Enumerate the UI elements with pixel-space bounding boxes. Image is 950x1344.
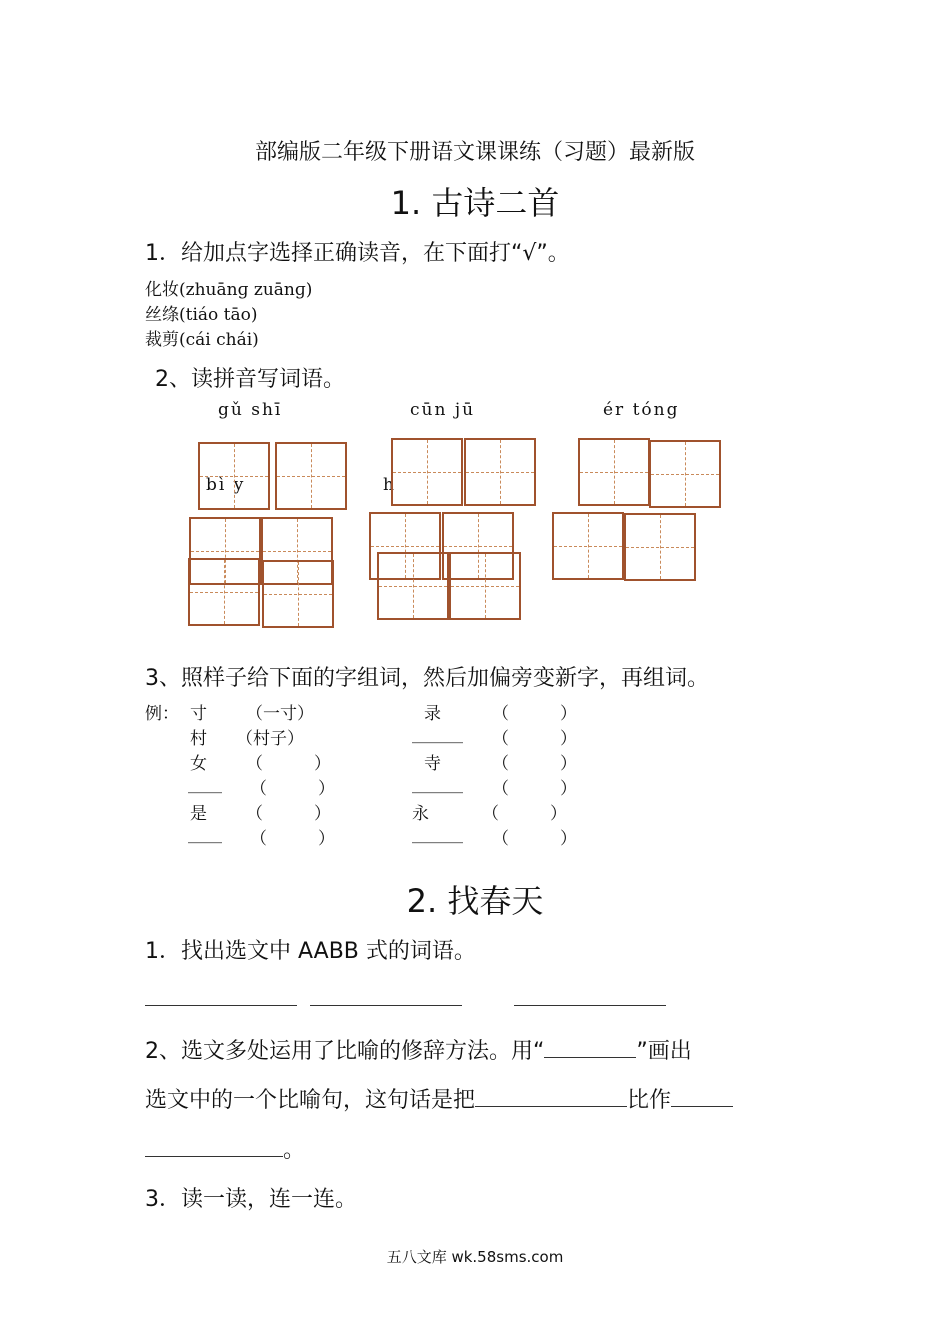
writing-grid-box[interactable]	[198, 442, 270, 510]
q1-item: 丝绦(tiáo tāo)	[145, 305, 258, 325]
q1-item: 裁剪(cái chái)	[145, 330, 259, 350]
q3-row: ____ （ ） ______ （ ）	[188, 824, 577, 849]
answer-blank[interactable]	[145, 1155, 283, 1157]
lesson1-q2-prompt: 2、读拼音写词语。	[155, 367, 345, 392]
pinyin-label: h	[383, 475, 396, 495]
lesson1-q1-prompt: 1．给加点字选择正确读音，在下面打“√”。	[145, 241, 570, 266]
pinyin-label: gǔ shī	[218, 400, 283, 420]
lesson2-q3-prompt: 3．读一读，连一连。	[145, 1187, 357, 1212]
q3-row: 是 （ ） 永 （ ）	[190, 804, 567, 824]
q3-row: 寸 （一寸） 录 （ ）	[190, 704, 577, 724]
document-title: 部编版二年级下册语文课课练（习题）最新版	[254, 140, 695, 165]
lesson2-heading: 2. 找春天	[406, 882, 544, 920]
writing-grid-box[interactable]	[275, 442, 347, 510]
q3-row: 村 （村子） ______ （ ）	[190, 724, 577, 749]
answer-blank[interactable]	[671, 1105, 733, 1107]
writing-grid-box[interactable]	[449, 552, 521, 620]
writing-grid-box[interactable]	[464, 438, 536, 506]
lesson2-q2-line1: 2、选文多处运用了比喻的修辞方法。用“ ”画出	[145, 1039, 692, 1064]
lesson1-q3-prompt: 3、照样子给下面的字组词，然后加偏旁变新字，再组词。	[145, 666, 709, 691]
q3-row: 女 （ ） 寺 （ ）	[190, 754, 577, 774]
footer-watermark: 五八文库 wk.58sms.com	[386, 1248, 564, 1266]
lesson2-q2-line2: 选文中的一个比喻句，这句话是把 比作	[145, 1083, 733, 1114]
answer-line[interactable]	[310, 1005, 462, 1006]
q1-item: 化妆(zhuānɡ zuānɡ)	[145, 280, 313, 300]
writing-grid-box[interactable]	[578, 438, 650, 506]
example-label: 例：	[145, 704, 179, 724]
lesson2-q2-line3: 。	[145, 1133, 305, 1164]
writing-grid-box[interactable]	[188, 558, 260, 626]
answer-blank[interactable]	[544, 1056, 636, 1058]
pinyin-label: ér tóng	[603, 400, 680, 420]
lesson1-heading: 1. 古诗二首	[390, 184, 560, 222]
writing-grid-box[interactable]	[391, 438, 463, 506]
writing-grid-box[interactable]	[552, 512, 624, 580]
writing-grid-box[interactable]	[649, 440, 721, 508]
writing-grid-box[interactable]	[262, 560, 334, 628]
lesson2-q1-prompt: 1．找出选文中 AABB 式的词语。	[145, 939, 476, 964]
writing-grid-box[interactable]	[624, 513, 696, 581]
pinyin-label: cūn jū	[410, 400, 476, 420]
q3-row: ____ （ ） ______ （ ）	[188, 774, 577, 799]
answer-line[interactable]	[514, 1005, 666, 1006]
answer-line[interactable]	[145, 1005, 297, 1006]
writing-grid-box[interactable]	[377, 552, 449, 620]
pinyin-label: bì y	[206, 475, 246, 495]
answer-blank[interactable]	[475, 1105, 627, 1107]
